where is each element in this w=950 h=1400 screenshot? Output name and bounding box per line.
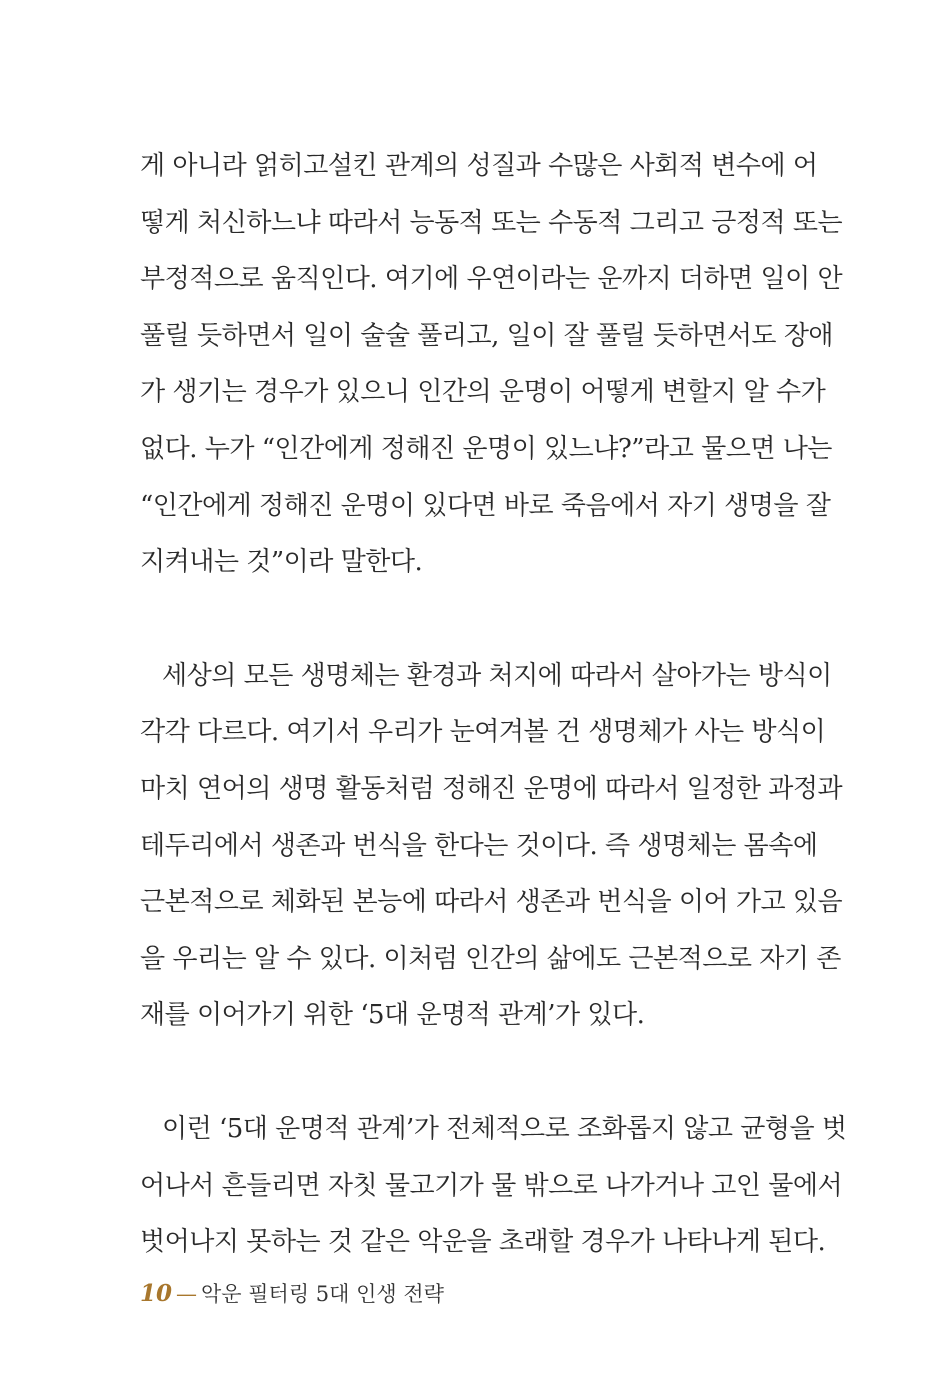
text-line: 세상의 모든 생명체는 환경과 처지에 따라서 살아가는 방식이 bbox=[162, 660, 832, 691]
footer-separator: — bbox=[176, 1282, 198, 1306]
paragraph-2 bbox=[140, 648, 843, 1044]
text-line: 지켜내는 것”이라 말한다. bbox=[140, 547, 423, 578]
text-line: 가 생기는 경우가 있으니 인간의 운명이 어떻게 변할지 알 수가 bbox=[140, 377, 826, 408]
text-line: 재를 이어가기 위한 ‘5대 운명적 관계’가 있다. bbox=[140, 1000, 645, 1031]
text-line: 떻게 처신하느냐 따라서 능동적 또는 수동적 그리고 긍정적 또는 bbox=[140, 207, 843, 238]
paragraph-spacer bbox=[140, 1044, 780, 1101]
text-line: 마치 연어의 생명 활동처럼 정해진 운명에 따라서 일정한 과정과 bbox=[140, 773, 843, 804]
paragraph-3 bbox=[140, 1101, 847, 1271]
paragraph-spacer bbox=[140, 591, 780, 648]
paragraph-1 bbox=[140, 138, 843, 591]
text-line: 테두리에서 생존과 번식을 한다는 것이다. 즉 생명체는 몸속에 bbox=[140, 830, 818, 861]
text-line: 게 아니라 얽히고설킨 관계의 성질과 수많은 사회적 변수에 어 bbox=[140, 151, 818, 181]
page-number: 10 bbox=[140, 1280, 173, 1307]
text-line: 어나서 흔들리면 자칫 물고기가 물 밖으로 나가거나 고인 물에서 bbox=[140, 1170, 843, 1201]
text-line: 벗어나지 못하는 것 같은 악운을 초래할 경우가 나타나게 된다. bbox=[140, 1227, 826, 1258]
page-body bbox=[140, 138, 847, 1271]
text-line: 을 우리는 알 수 있다. 이처럼 인간의 삶에도 근본적으로 자기 존 bbox=[140, 943, 841, 974]
text-line: 부정적으로 움직인다. 여기에 우연이라는 운까지 더하면 일이 안 bbox=[140, 264, 843, 295]
text-line: 풀릴 듯하면서 일이 술술 풀리고, 일이 잘 풀릴 듯하면서도 장애 bbox=[140, 320, 834, 351]
page-footer bbox=[140, 1279, 444, 1309]
text-line: 각각 다르다. 여기서 우리가 눈여겨볼 건 생명체가 사는 방식이 bbox=[140, 717, 826, 748]
text-line: 없다. 누가 “인간에게 정해진 운명이 있느냐?”라고 물으면 나는 bbox=[140, 433, 832, 464]
text-line: “인간에게 정해진 운명이 있다면 바로 죽음에서 자기 생명을 잘 bbox=[140, 490, 831, 521]
text-line: 근본적으로 체화된 본능에 따라서 생존과 번식을 이어 가고 있음 bbox=[140, 887, 843, 918]
text-line: 이런 ‘5대 운명적 관계’가 전체적으로 조화롭지 않고 균형을 벗 bbox=[162, 1113, 847, 1144]
book-title: 악운 필터링 5대 인생 전략 bbox=[201, 1282, 444, 1306]
